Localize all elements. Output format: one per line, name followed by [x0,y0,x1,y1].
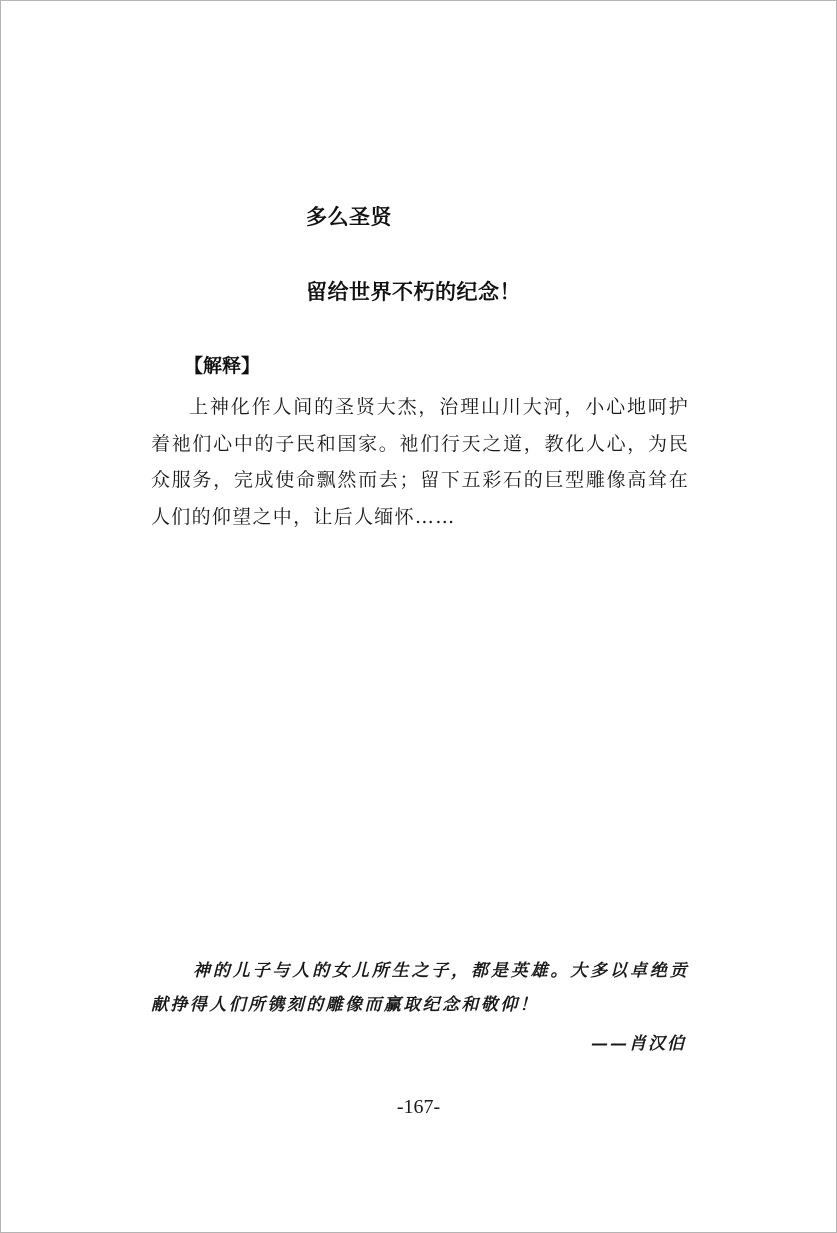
poem-line-2: 留给世界不朽的纪念！ [306,280,521,304]
quote-paragraph: 神的儿子与人的女儿所生之子，都是英雄。大多以卓绝贡献挣得人们所镌刻的雕像而赢取纪念和敬仰！ [151,961,689,1015]
quote-attribution: ——肖汉伯 [591,1034,686,1054]
page-number: -167- [396,1096,441,1118]
explanation-paragraph: 上神化作人间的圣贤大杰，治理山川大河，小心地呵护着祂们心中的子民和国家。祂们行天之道，教化人心，为民众服务，完成使命飘然而去；留下五彩石的巨型雕像高耸在人们的仰望之中，让后人缅怀…… [151,396,689,528]
explanation-heading: 【解释】 [184,355,261,377]
poem-line-1: 多么圣贤 [306,205,392,229]
